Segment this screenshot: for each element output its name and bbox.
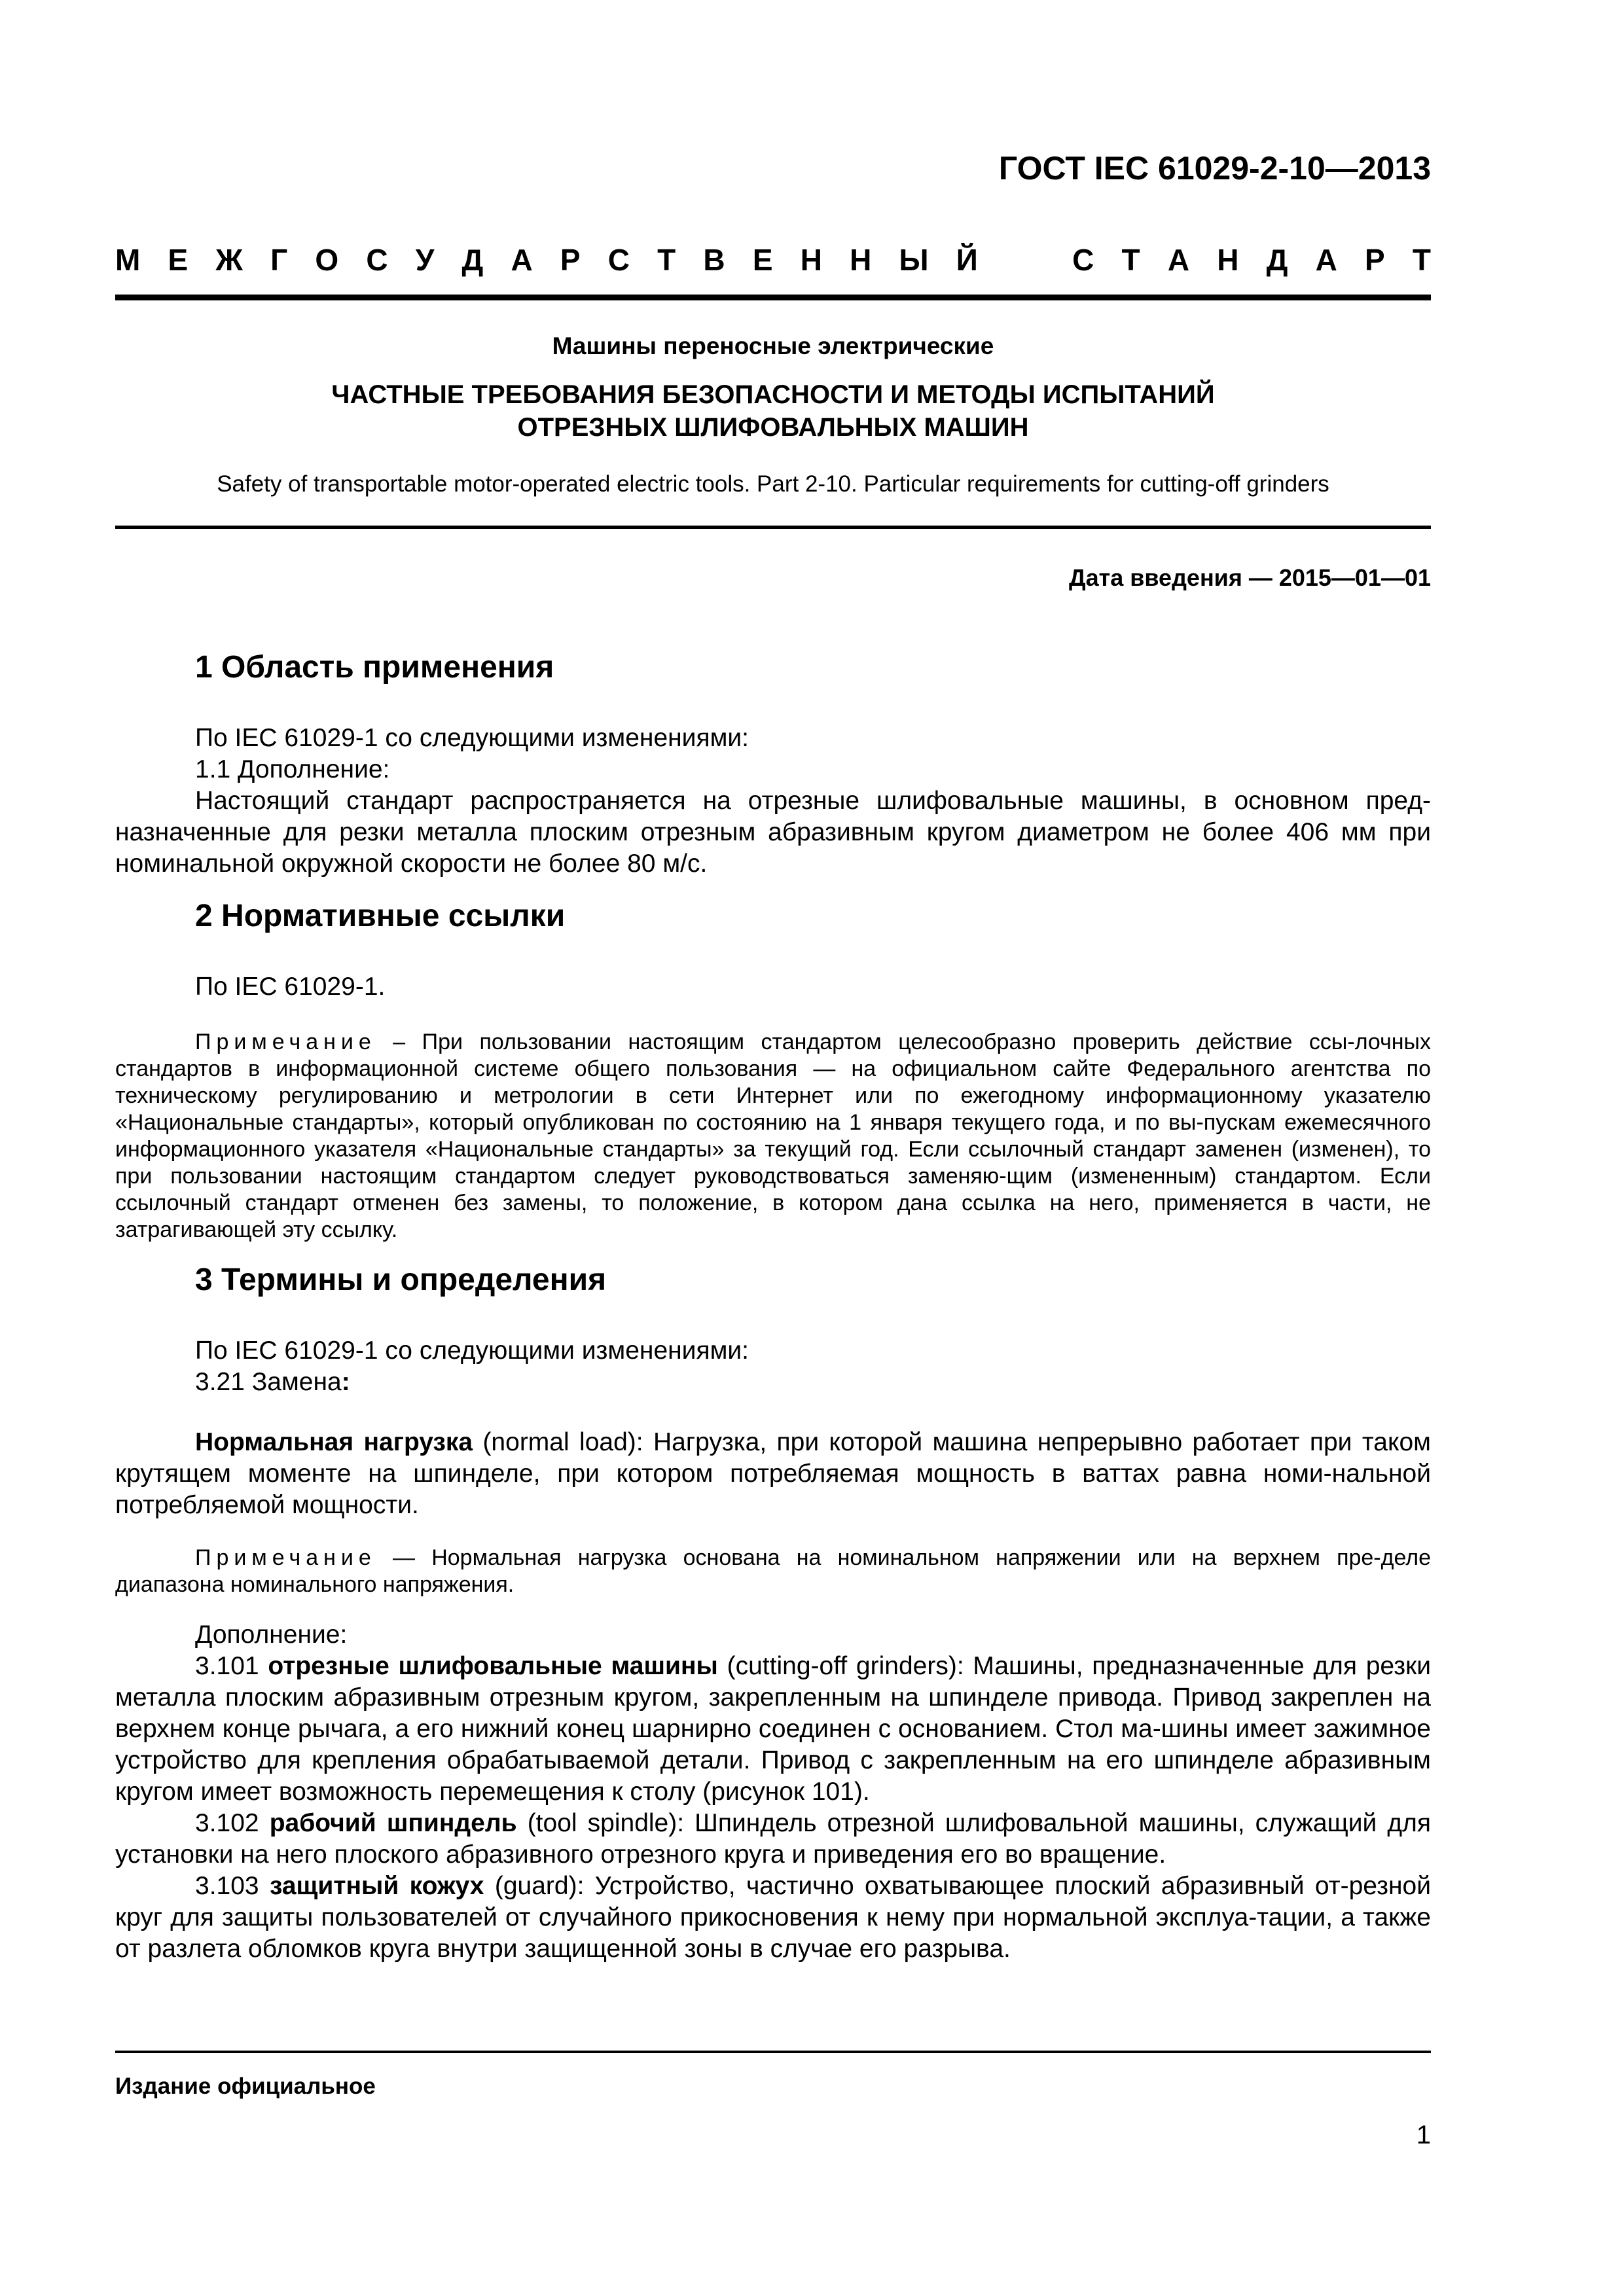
heading-letter: Г <box>270 243 288 277</box>
page-number: 1 <box>1416 2121 1431 2149</box>
definition-normal-load <box>115 1427 1431 1521</box>
definition-text: (cutting-off grinders): Машины, предназначенные для резки металла плоским абразивным отрезным кругом, закрепленным на шпинделе привода. Привод закреплен на верхнем конце рычага, а его нижний конец шарнирно соединен с основанием. Стол ма-шины имеет зажимное устройство для крепления обрабатываемой детали. Привод с закрепленным на его шпинделе абразивным кругом имеет возможность перемещения к столу (рисунок 101). <box>115 1652 1431 1806</box>
heading-letter: Е <box>752 243 773 277</box>
heading-letter: В <box>703 243 725 277</box>
heading-letter: С <box>607 243 630 277</box>
section-2-heading: 2 Нормативные ссылки <box>195 899 566 933</box>
definition-3-101 <box>115 1651 1431 1808</box>
heading-letter: Р <box>560 243 581 277</box>
term-guard: защитный кожух <box>269 1872 484 1900</box>
footer-rule <box>115 2051 1431 2053</box>
definition-number: 3.103 <box>195 1872 270 1900</box>
replacement-colon: : <box>341 1368 350 1396</box>
heading-letter: А <box>511 243 533 277</box>
standard-type-heading <box>115 242 1431 284</box>
section-1-paragraph: Настоящий стандарт распространяется на отрезные шлифовальные машины, в основном пред-назначенные для резки металла плоским отрезным абразивным кругом диаметром не более 406 мм при номинальной окружной скорости не более 80 м/с. <box>115 787 1431 878</box>
definition-3-103 <box>115 1871 1431 1965</box>
header-rule <box>115 295 1431 300</box>
heading-letter: С <box>1072 243 1094 277</box>
definition-text: (normal load): Нагрузка, при которой машина непрерывно работает при таком крутящем моменте на шпинделе, при котором потребляемая мощность в ваттах равна номи-нальной потребляемой мощности. <box>115 1428 1431 1519</box>
heading-letter: У <box>415 243 435 277</box>
heading-letter: О <box>315 243 339 277</box>
heading-letter: Т <box>657 243 676 277</box>
heading-letter: Е <box>168 243 189 277</box>
definition-3-102 <box>115 1808 1431 1871</box>
heading-letter: Ы <box>899 243 929 277</box>
note-label: Примечание <box>195 1545 376 1570</box>
term-normal-load: Нормальная нагрузка <box>195 1428 473 1456</box>
heading-letter: Д <box>1266 243 1288 277</box>
definition-text: (tool spindle): Шпиндель отрезной шлифовальной машины, служащий для установки на него плоского абразивного отрезного круга и приведения его во вращение. <box>115 1809 1431 1869</box>
gost-number: ГОСТ IEC 61029-2-10—2013 <box>998 150 1431 187</box>
title-line-2: ОТРЕЗНЫХ ШЛИФОВАЛЬНЫХ МАШИН <box>517 413 1029 442</box>
definition-text: (guard): Устройство, частично охватывающее плоский абразивный от-резной круг для защиты пользователей от случайного прикосновения к нему при нормальной эксплуа-тации, а также от разлета обломков круга внутри защищенной зоны в случае его разрыва. <box>115 1872 1431 1963</box>
heading-letter: Н <box>1217 243 1239 277</box>
heading-letter: А <box>1315 243 1337 277</box>
heading-letter: Й <box>956 243 978 277</box>
document-page <box>115 0 1431 2296</box>
section-1-paragraph: По IEC 61029-1 со следующими изменениями: <box>195 724 749 752</box>
term-tool-spindle: рабочий шпиндель <box>269 1809 517 1837</box>
heading-letter: Т <box>1121 243 1140 277</box>
title-line-1: ЧАСТНЫЕ ТРЕБОВАНИЯ БЕЗОПАСНОСТИ И МЕТОДЫ ИСПЫТАНИЙ <box>331 380 1215 409</box>
heading-letter: Н <box>850 243 872 277</box>
introduction-date: Дата введения — 2015—01—01 <box>1068 564 1431 591</box>
heading-letter: Ж <box>215 243 243 277</box>
heading-letter: Д <box>461 243 484 277</box>
note-label: Примечание <box>195 1030 376 1054</box>
definition-number: 3.102 <box>195 1809 270 1837</box>
section-3-addition: Дополнение: <box>195 1621 348 1649</box>
definition-number: 3.101 <box>195 1652 268 1680</box>
section-1-heading: 1 Область применения <box>195 650 554 685</box>
note-text: – При пользовании настоящим стандартом целесообразно проверить действие ссы-лочных стандартов в информационной системе общего пользования — на официальном сайте Федерального агентства по техническому регулированию и метрологии в сети Интернет или по ежегодному информационному указателю «Национальные стандарты», который опубликован по состоянию на 1 января текущего года, и по вы-пускам ежемесячного информационного указателя «Национальные стандарты» за текущий год. Если ссылочный стандарт заменен (изменен), то при пользовании настоящим стандартом следует руководствоваться заменяю-щим (измененным) стандартом. Если ссылочный стандарт отменен без замены, то положение, в котором дана ссылка на него, применяется в части, не затрагивающей эту ссылку. <box>115 1030 1431 1242</box>
heading-letter: Н <box>800 243 822 277</box>
heading-letter: А <box>1167 243 1190 277</box>
replacement-label: 3.21 Замена <box>195 1368 342 1396</box>
edition-label: Издание официальное <box>115 2073 376 2099</box>
section-1-paragraph: 1.1 Дополнение: <box>195 755 390 783</box>
document-title <box>115 378 1431 444</box>
heading-letter: М <box>115 243 141 277</box>
section-3-note <box>115 1545 1431 1598</box>
document-body <box>115 648 1431 1965</box>
english-title: Safety of transportable motor-operated electric tools. Part 2-10. Particular requirements for cutting-off grinders <box>217 471 1329 497</box>
section-3-paragraph: По IEC 61029-1 со следующими изменениями: <box>195 1336 749 1365</box>
document-subtitle: Машины переносные электрические <box>552 332 994 359</box>
section-2-paragraph: По IEC 61029-1. <box>195 973 386 1001</box>
title-rule <box>115 526 1431 529</box>
term-cutting-off-grinders: отрезные шлифовальные машины <box>268 1652 718 1680</box>
heading-letter: Т <box>1412 243 1431 277</box>
section-2-note <box>115 1029 1431 1244</box>
section-3-paragraph <box>115 1367 1431 1398</box>
section-3-heading: 3 Термины и определения <box>195 1263 607 1297</box>
heading-letter: Р <box>1364 243 1385 277</box>
heading-letter: С <box>366 243 388 277</box>
note-text: — Нормальная нагрузка основана на номинальном напряжении или на верхнем пре-деле диапазона номинального напряжения. <box>115 1545 1431 1597</box>
heading-letter <box>1005 242 1045 284</box>
